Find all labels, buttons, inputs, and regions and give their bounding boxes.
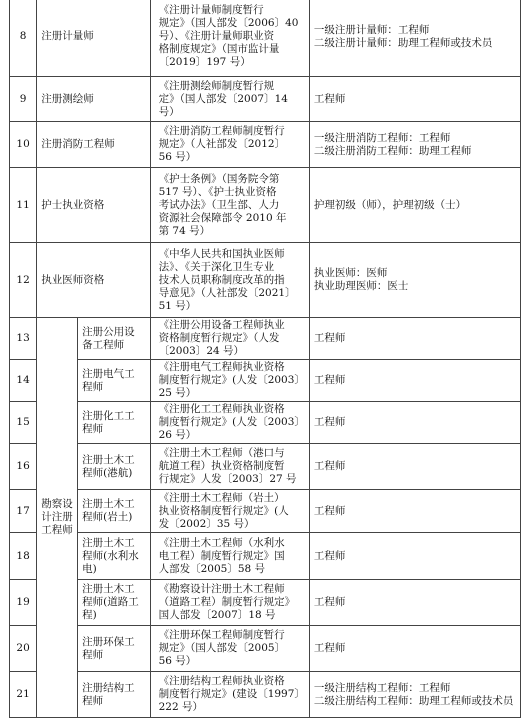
policy-basis-line: 《注册电气工程师执业资格 xyxy=(158,361,285,373)
policy-basis-line: 56 号） xyxy=(158,655,197,667)
title-level xyxy=(309,0,520,77)
policy-basis-line: 发〔2002〕35 号） xyxy=(158,517,255,530)
row-number: 10 xyxy=(10,122,37,168)
qualification-name xyxy=(37,122,150,168)
policy-basis xyxy=(150,444,309,490)
table-row xyxy=(10,0,521,77)
table-row xyxy=(10,168,521,243)
policy-basis-line: 《注册结构工程师执业资格 xyxy=(158,675,285,687)
policy-basis-line: 《中华人民共和国执业医师 xyxy=(158,247,285,260)
qualification-name-line: 护士执业资格 xyxy=(41,198,105,211)
table-row xyxy=(10,444,521,490)
title-level xyxy=(309,243,520,318)
title-level-line: 工程师 xyxy=(313,374,346,386)
policy-basis-line: 法》、《关于深化卫生专业 xyxy=(158,260,275,273)
row-number: 12 xyxy=(10,243,37,318)
policy-basis-line: 《注册消防工程师制度暂行 xyxy=(158,125,285,137)
title-level xyxy=(309,77,520,122)
title-level xyxy=(309,672,520,718)
title-level-line: 工程师 xyxy=(313,92,346,105)
policy-basis-line: （道路工程）制度暂行规定》 xyxy=(158,596,296,608)
title-level xyxy=(309,402,520,444)
qualification-name xyxy=(37,77,150,122)
title-level-line: 一级注册计量师：工程师 xyxy=(313,23,430,36)
policy-basis-line: 51 号） xyxy=(158,299,197,312)
policy-basis-line: 执业资格制度暂行规定》(人 xyxy=(158,504,289,517)
policy-basis xyxy=(150,122,309,168)
qualification-name-line: 注册环保工 xyxy=(82,635,135,648)
table-body xyxy=(10,0,521,718)
title-level-line: 一级注册结构工程师：工程师 xyxy=(313,681,451,694)
qualification-name-line: 程师(岩土) xyxy=(82,511,133,523)
policy-basis-line: 《护士条例》（国务院令第 xyxy=(158,172,280,185)
table-row xyxy=(10,318,521,360)
title-level xyxy=(309,122,520,168)
policy-basis-line: 《注册土木工程师（岩土） xyxy=(158,491,285,504)
policy-basis-line: 电工程）制度暂行规定》国 xyxy=(158,549,285,562)
policy-basis xyxy=(150,533,309,580)
row-number: 11 xyxy=(10,168,37,243)
title-level xyxy=(309,168,520,243)
policy-basis-line: 517 号）、《护士执业资格 xyxy=(158,185,277,198)
title-level-line: 执业助理医师：医士 xyxy=(313,280,409,292)
qualification-name-line: 注册消防工程师 xyxy=(41,138,115,150)
qualification-name-line: 程师 xyxy=(82,422,104,435)
qualification-name-line: 程师 xyxy=(82,380,104,393)
policy-basis-line: 国人部发〔2007〕18 号 xyxy=(158,609,276,621)
row-number: 13 xyxy=(10,318,37,360)
qualification-name xyxy=(37,243,150,318)
policy-basis xyxy=(150,580,309,626)
qualification-name-line: 备工程师 xyxy=(82,338,125,351)
policy-basis-line: 56 号） xyxy=(158,151,197,163)
policy-basis-line: 25 号） xyxy=(158,387,197,399)
qualification-name-line: 程师(水利水 xyxy=(82,549,139,562)
row-number: 17 xyxy=(10,490,37,533)
table-row xyxy=(10,243,521,318)
table-row xyxy=(10,533,521,580)
qualification-name xyxy=(78,402,151,444)
qualification-name xyxy=(78,444,151,490)
qualification-name-line: 电) xyxy=(82,562,97,575)
qualification-name xyxy=(78,580,151,626)
group-name-line: 计注册 xyxy=(41,511,73,523)
policy-basis-line: 《注册计量师制度暂行 xyxy=(158,4,264,16)
table-row xyxy=(10,626,521,672)
qualification-name-line: 注册土木工 xyxy=(82,498,135,510)
title-level-line: 二级注册计量师：助理工程师或技术员 xyxy=(313,36,493,49)
policy-basis xyxy=(150,672,309,718)
title-level-line: 工程师 xyxy=(313,460,346,472)
row-number: 14 xyxy=(10,360,37,402)
title-level-line: 二级注册结构工程师：助理工程师或技术员 xyxy=(313,694,514,707)
title-level-line: 工程师 xyxy=(313,642,346,654)
policy-basis-line: 资格制度暂行规定》（人发 xyxy=(158,332,280,344)
qualification-name xyxy=(78,318,151,360)
policy-basis-line: 行规定》人发〔2003〕27 号 xyxy=(158,473,297,485)
policy-basis-line: 制度暂行规定》(人发〔2003〕 xyxy=(158,416,305,428)
qualification-table xyxy=(9,0,521,718)
policy-basis-line: 人部发〔2005〕58 号 xyxy=(158,562,266,575)
qualification-name-line: 注册测绘师 xyxy=(41,92,94,105)
qualification-name-line: 注册电气工 xyxy=(82,367,135,380)
qualification-name-line: 注册土木工 xyxy=(82,536,135,549)
qualification-name xyxy=(78,672,151,718)
qualification-name-line: 注册土木工 xyxy=(82,453,135,466)
row-number: 20 xyxy=(10,626,37,672)
title-level-line: 一级注册消防工程师：工程师 xyxy=(313,131,451,144)
policy-basis-line: 航道工程）执业资格制度暂 xyxy=(158,460,285,472)
table-row xyxy=(10,360,521,402)
policy-basis xyxy=(150,402,309,444)
table-row xyxy=(10,672,521,718)
policy-basis xyxy=(150,626,309,672)
title-level xyxy=(309,490,520,533)
policy-basis-line: 《注册土木工程师（水利水 xyxy=(158,536,285,549)
group-name-line: 工程师 xyxy=(41,524,73,536)
group-name xyxy=(37,318,78,718)
title-level-line: 工程师 xyxy=(313,596,346,608)
title-level xyxy=(309,360,520,402)
policy-basis xyxy=(150,490,309,533)
title-level xyxy=(309,533,520,580)
title-level-line: 执业医师：医师 xyxy=(313,267,388,279)
title-level-line: 工程师 xyxy=(313,504,346,517)
row-number: 19 xyxy=(10,580,37,626)
policy-basis-line: 导意见》（人社部发〔2021〕 xyxy=(158,286,296,299)
qualification-name xyxy=(78,533,151,580)
policy-basis-line: 《勘察设计注册土木工程师 xyxy=(158,583,285,595)
title-level xyxy=(309,318,520,360)
policy-basis-line: 《注册公用设备工程师执业 xyxy=(158,319,285,331)
qualification-name-line: 执业医师资格 xyxy=(41,273,105,286)
qualification-name xyxy=(78,360,151,402)
title-level xyxy=(309,580,520,626)
qualification-name xyxy=(78,626,151,672)
title-level-line: 工程师 xyxy=(313,549,346,562)
qualification-name-line: 程师(港航) xyxy=(82,466,133,479)
policy-basis-line: 定》（国人部发〔2007〕14 xyxy=(158,92,288,105)
qualification-name-line: 程师 xyxy=(82,694,104,707)
policy-basis-line: 26 号） xyxy=(158,429,197,441)
qualification-name-line: 程师 xyxy=(82,648,104,661)
policy-basis-line: 规定》（人社部发〔2012〕 xyxy=(158,138,286,150)
qualification-name-line: 注册化工工 xyxy=(82,409,135,422)
qualification-name xyxy=(78,490,151,533)
row-number: 16 xyxy=(10,444,37,490)
qualification-name-line: 注册土木工 xyxy=(82,583,135,595)
table-row xyxy=(10,580,521,626)
qualification-name-line: 注册结构工 xyxy=(82,681,135,694)
row-number: 9 xyxy=(10,77,37,122)
title-level xyxy=(309,626,520,672)
policy-basis-line: 《注册环保工程师制度暂行 xyxy=(158,629,285,641)
title-level-line: 工程师 xyxy=(313,332,346,344)
title-level xyxy=(309,444,520,490)
policy-basis xyxy=(150,0,309,77)
row-number: 21 xyxy=(10,672,37,718)
policy-basis-line: 222 号） xyxy=(158,701,203,713)
title-level-line: 护理初级（师），护理初级（士） xyxy=(313,198,467,211)
policy-basis-line: 制度暂行规定》(建设〔1997〕 xyxy=(158,688,305,700)
policy-basis xyxy=(150,360,309,402)
policy-basis-line: 规定》（国人部发〔2006〕40 xyxy=(158,17,299,29)
group-name-line: 勘察设 xyxy=(41,498,73,510)
table-row xyxy=(10,122,521,168)
qualification-name-line: 程师(道路工 xyxy=(82,596,139,608)
policy-basis-line: 《注册测绘师制度暂行规 xyxy=(158,79,275,92)
table-row xyxy=(10,490,521,533)
qualification-name xyxy=(37,168,150,243)
table-row xyxy=(10,77,521,122)
policy-basis xyxy=(150,168,309,243)
policy-basis xyxy=(150,243,309,318)
row-number: 15 xyxy=(10,402,37,444)
policy-basis-line: 规定》（国人部发〔2005〕 xyxy=(158,642,286,654)
policy-basis-line: 〔2003〕24 号） xyxy=(158,345,245,357)
policy-basis-line: 考试办法》（卫生部、人力 xyxy=(158,198,280,211)
policy-basis-line: 第 74 号） xyxy=(158,224,211,237)
policy-basis-line: 资源社会保障部令 2010 年 xyxy=(158,211,287,224)
policy-basis-line: 号） xyxy=(158,105,180,118)
policy-basis xyxy=(150,318,309,360)
policy-basis-line: 《注册化工工程师执业资格 xyxy=(158,403,285,415)
title-level-line: 二级注册消防工程师：助理工程师 xyxy=(313,144,472,157)
policy-basis xyxy=(150,77,309,122)
qualification-name xyxy=(37,0,150,77)
policy-basis-line: 制度暂行规定》(人发〔2003〕 xyxy=(158,374,305,386)
qualification-name-line: 程) xyxy=(82,609,97,621)
row-number: 18 xyxy=(10,533,37,580)
row-number: 8 xyxy=(10,0,37,77)
title-level-line: 工程师 xyxy=(313,416,346,428)
qualification-name-line: 注册公用设 xyxy=(82,325,135,338)
policy-basis-line: 《注册土木工程师（港口与 xyxy=(158,447,285,459)
policy-basis-line: 技术人员职称制度改革的指 xyxy=(158,273,285,286)
qualification-name-line: 注册计量师 xyxy=(41,30,94,42)
policy-basis-line: 〔2019〕197 号） xyxy=(158,56,251,68)
table-row xyxy=(10,402,521,444)
policy-basis-line: 格制度规定》（国市监计量 xyxy=(158,43,280,55)
policy-basis-line: 号）、《注册计量师职业资 xyxy=(158,30,275,42)
